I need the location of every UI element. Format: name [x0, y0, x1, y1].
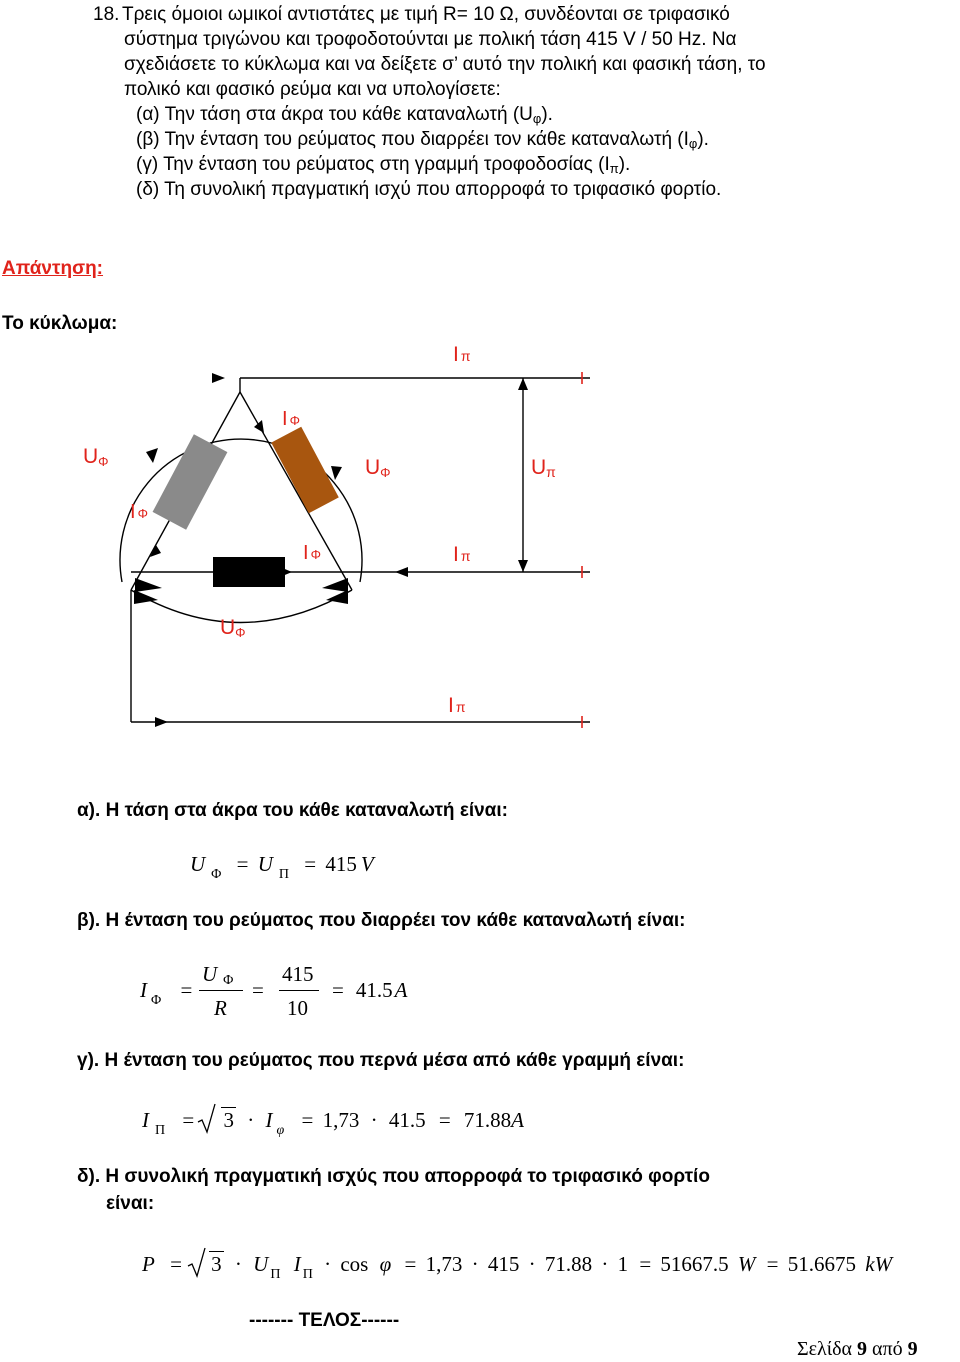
equation-c: I $_\Pi$ = 3 · I $_\varphi$ = 1,73 · 41.5 = 71.88A: [142, 1108, 524, 1138]
side-arrow-left: [150, 545, 161, 557]
equation-a: U $_\Phi$ = U $_\Pi$ = 415 V: [190, 852, 374, 882]
arc-arrow-top-left: [146, 448, 158, 463]
equation-d: P = 3 · U $_\Pi$ I $_\Pi$ · cos φ = 1,73 · 415 · 71.88 · 1 = 51667.5 W = 51.6675 kW: [142, 1252, 893, 1282]
part-b-title: β). Η ένταση του ρεύματος που διαρρέει τον κάθε καταναλωτή είναι:: [77, 910, 686, 931]
equation-b-frac2-den: 10: [287, 996, 308, 1020]
label-uf-right: UΦ: [365, 456, 391, 480]
equation-b-result: = 41.5A: [332, 978, 408, 1002]
label-uf-bottom: UΦ: [220, 616, 246, 640]
label-if-top: I Φ: [282, 408, 300, 430]
sqrt-sign-d: [186, 1244, 220, 1278]
dim-arrow-up: [518, 378, 528, 390]
terminal-right-top: [322, 578, 348, 592]
resistor-brown: [271, 427, 339, 514]
label-ip-bottom: Iπ: [448, 694, 466, 717]
equation-b-lhs: I $_\Phi$ =: [140, 978, 193, 1008]
bottom-wire-arc: [131, 590, 352, 623]
answer-heading: Απάντηση:: [2, 258, 104, 279]
current-arrow-bottom: [155, 717, 168, 727]
label-if-left: I Φ: [130, 501, 148, 523]
resistor-black: [213, 557, 285, 587]
terminal-left-top: [135, 578, 162, 592]
sqrt-sign-c: [196, 1100, 230, 1134]
part-a-title: α). Η τάση στα άκρα του κάθε καταναλωτή είναι:: [77, 800, 508, 821]
part-d-title-line1: δ). Η συνολική πραγματική ισχύς που απορροφά το τριφασικό φορτίο: [77, 1166, 710, 1187]
question-number: 18.: [93, 4, 120, 25]
circuit-heading: Το κύκλωμα:: [2, 313, 118, 334]
part-d-title-line2: είναι:: [106, 1193, 155, 1214]
equation-b-frac1-den: R: [214, 996, 227, 1020]
equation-b-frac1-num: U Φ: [202, 962, 234, 988]
question-line-1: Τρεις όμοιοι ωμικοί αντιστάτες με τιμή R= 10 Ω, συνδέονται σε τριφασικό: [122, 4, 730, 25]
page-footer: Σελίδα 9 από 9: [797, 1338, 918, 1360]
subquestion-a: (α) Την τάση στα άκρα του κάθε καταναλωτή $(U_\varphi)$.: [136, 104, 553, 126]
label-ip-top: Iπ: [453, 343, 471, 366]
label-ip-middle: Iπ: [453, 543, 471, 566]
fraction-bar-1: [199, 990, 243, 991]
arc-arrow-top-right: [331, 466, 342, 480]
question-line-2: σύστημα τριγώνου και τροφοδοτούνται με πολική τάση 415 V / 50 Hz. Να: [124, 29, 737, 50]
equation-b-eq2: =: [252, 978, 264, 1002]
label-if-bottom: I Φ: [303, 542, 321, 564]
resistor-grey: [153, 434, 228, 530]
subquestion-d: (δ) Τη συνολική πραγματική ισχύ που απορροφά το τριφασικό φορτίο.: [136, 179, 722, 200]
end-marker: ------- ΤΕΛΟΣ------: [249, 1310, 400, 1331]
dim-arrow-down: [518, 560, 528, 572]
part-c-title: γ). Η ένταση του ρεύματος που περνά μέσα από κάθε γραμμή είναι:: [77, 1050, 685, 1071]
current-arrow-top: [212, 373, 225, 383]
label-up: Uπ: [531, 456, 556, 480]
side-arrow-right: [254, 420, 264, 433]
subquestion-b: (β) Την ένταση του ρεύματος που διαρρέει τον κάθε καταναλωτή $(I_\varphi)$.: [136, 129, 709, 151]
label-uf-left: UΦ: [83, 445, 109, 469]
current-arrow-right: [395, 567, 408, 577]
equation-b-frac2-num: 415: [282, 962, 314, 986]
fraction-bar-2: [279, 990, 319, 991]
question-line-3: σχεδιάσετε το κύκλωμα και να δείξετε σ’ αυτό την πολική και φασική τάση, το: [124, 54, 766, 75]
question-line-4: πολικό και φασικό ρεύμα και να υπολογίσετε:: [124, 79, 501, 100]
subquestion-c: (γ) Την ένταση του ρεύματος στη γραμμή τροφοδοσίας $(I_\pi)$.: [136, 154, 631, 176]
